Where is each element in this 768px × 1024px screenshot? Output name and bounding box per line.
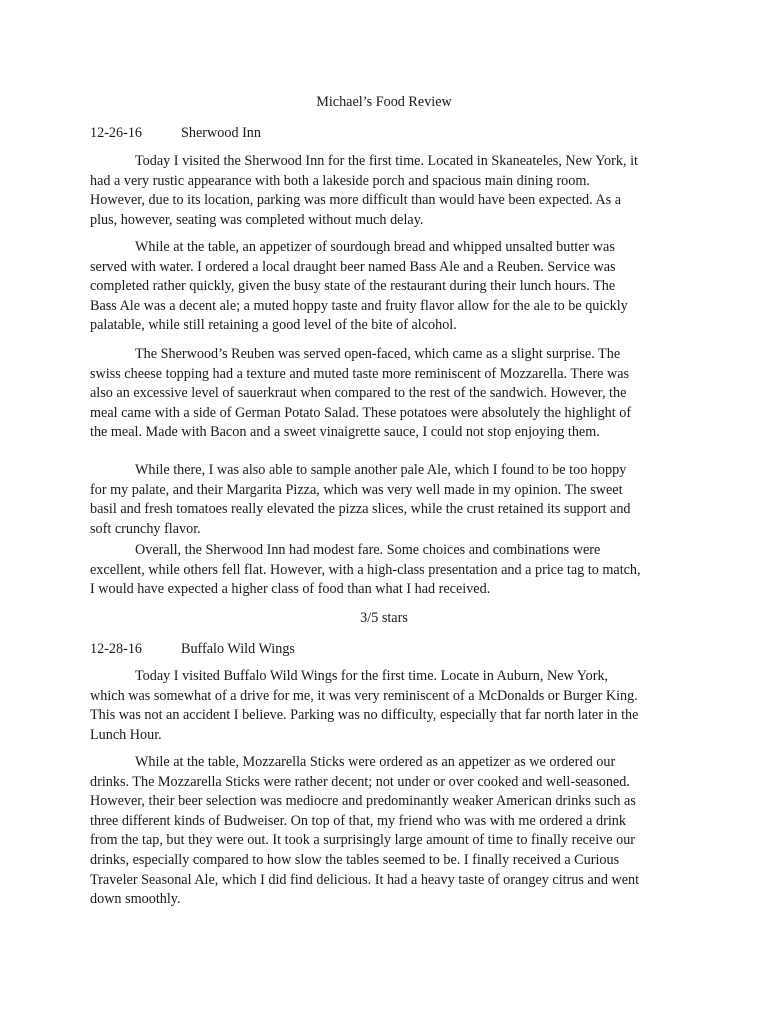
paragraph-line: However, due to its location, parking was more difficult than would have been expected. As a [90,192,622,209]
paragraph-line: excellent, while others fell flat. However, with a high-class presentation and a price tag to match, [90,561,641,578]
review-venue: Sherwood Inn [181,125,261,141]
review-paragraph [90,345,679,443]
paragraph-line: Today I visited the Sherwood Inn for the first time. Located in Skaneateles, New York, it [135,153,638,169]
review-paragraph [90,667,679,745]
paragraph-line: served with water. I ordered a local draught beer named Bass Ale and a Reuben. Service was [90,258,616,275]
paragraph-line: plus, however, seating was completed without much delay. [90,211,424,228]
review-paragraph [90,152,679,230]
paragraph-line: also an excessive level of sauerkraut when compared to the rest of the sandwich. However, the [90,385,627,402]
paragraph-line: meal came with a side of German Potato Salad. These potatoes were absolutely the highlight of [90,404,632,421]
paragraph-line: While at the table, an appetizer of sourdough bread and whipped unsalted butter was [135,239,615,255]
review-date: 12-26-16 [90,125,143,141]
paragraph-line: drinks, especially compared to how slow the tables seemed to be. I finally received a Curious [90,851,620,868]
paragraph-line: basil and fresh tomatoes really elevated the pizza slices, while the crust retained its support and [90,501,631,518]
review-rating: 3/5 stars [360,610,408,626]
review-heading [90,124,261,142]
review-paragraph [90,238,679,336]
review-paragraph [90,461,679,539]
review-paragraph [90,753,679,910]
paragraph-line: Lunch Hour. [90,726,162,743]
review-date: 12-28-16 [90,641,143,657]
paragraph-line: three different kinds of Budweiser. On top of that, my friend who was with me ordered a drink [90,812,626,829]
paragraph-line: had a very rustic appearance with both a lakeside porch and spacious main dining room. [90,172,590,189]
paragraph-line: for my palate, and their Margarita Pizza, which was very well made in my opinion. The sweet [90,481,623,498]
paragraph-line: While at the table, Mozzarella Sticks were ordered as an appetizer as we ordered our [135,754,616,770]
paragraph-line: Today I visited Buffalo Wild Wings for the first time. Locate in Auburn, New York, [135,668,609,684]
paragraph-line: While there, I was also able to sample another pale Ale, which I found to be too hoppy [135,462,627,478]
paragraph-line: from the tap, but they were out. It took a surprisingly large amount of time to finally receive our [90,832,636,849]
paragraph-line: The Sherwood’s Reuben was served open-faced, which came as a slight surprise. The [135,346,621,362]
paragraph-line: which was somewhat of a drive for me, it was very reminiscent of a McDonalds or Burger King. [90,687,638,704]
paragraph-line: Traveler Seasonal Ale, which I did find delicious. It had a heavy taste of orangey citrus and went [90,871,640,888]
review-paragraph [90,541,679,600]
document-title: Michael’s Food Review [316,94,452,110]
paragraph-line: soft crunchy flavor. [90,520,201,537]
paragraph-line: the meal. Made with Bacon and a sweet vinaigrette sauce, I could not stop enjoying them. [90,424,600,441]
paragraph-line: swiss cheese topping had a texture and muted taste more reminiscent of Mozzarella. There was [90,365,630,382]
paragraph-line: I would have expected a higher class of food than what I had received. [90,581,491,598]
review-heading [90,640,295,658]
paragraph-line: However, their beer selection was mediocre and predominantly weaker American drinks such as [90,793,636,810]
paragraph-line: This was not an accident I believe. Parking was no difficulty, especially that far north later in the [90,707,639,724]
paragraph-line: palatable, while still retaining a good level of the bite of alcohol. [90,317,457,334]
paragraph-line: completed rather quickly, given the busy state of the restaurant during their lunch hours. The [90,278,616,295]
paragraph-line: drinks. The Mozzarella Sticks were rather decent; not under or over cooked and well-seasoned. [90,773,630,790]
paragraph-line: Overall, the Sherwood Inn had modest fare. Some choices and combinations were [135,542,601,558]
paragraph-line: down smoothly. [90,891,181,908]
paragraph-line: Bass Ale was a decent ale; a muted hoppy taste and fruity flavor allow for the ale to be quickly [90,297,628,314]
review-venue: Buffalo Wild Wings [181,641,295,657]
